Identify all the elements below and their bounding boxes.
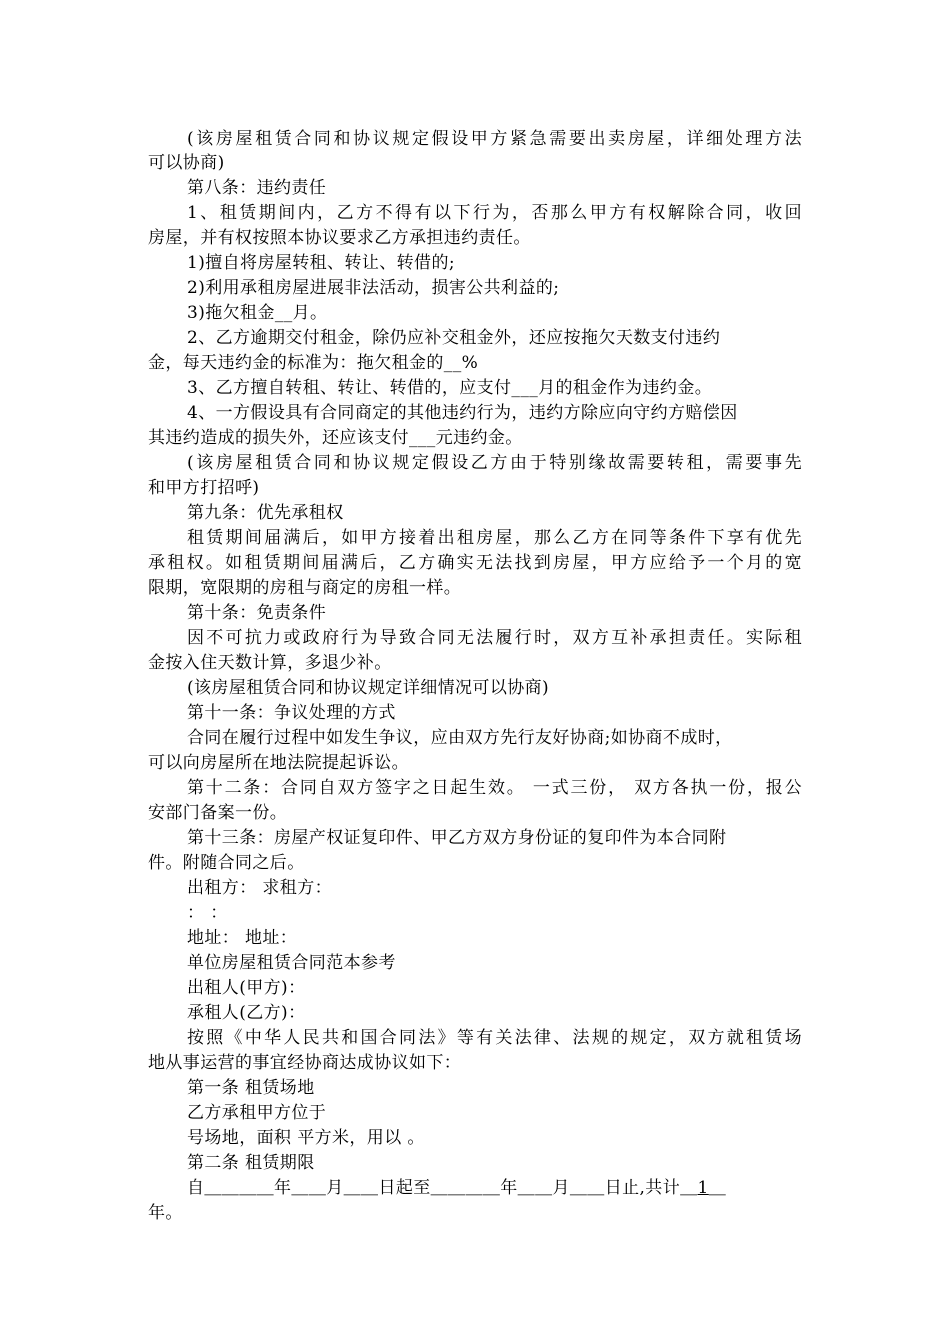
text-line: 可以向房屋所在地法院提起诉讼。 [148, 753, 409, 773]
text-line: 乙方承租甲方位于 [187, 1103, 327, 1123]
text-line: (该房屋租赁合同和协议规定详细情况可以协商) [187, 678, 550, 698]
text-line: 金，每天违约金的标准为：拖欠租金的__% [148, 353, 479, 373]
section-heading: 第八条：违约责任 [187, 178, 327, 198]
text-line: 限期，宽限期的房租与商定的房租一样。 [148, 578, 462, 598]
party-label: 承租人(乙方)： [187, 1003, 306, 1023]
text-line: 1、租赁期间内，乙方不得有以下行为，否那么甲方有权解除合同，收回 [187, 203, 802, 223]
term-years-value: 1 [697, 1178, 709, 1198]
blank-field: ＿＿ [291, 1178, 327, 1198]
blank-field: ＿＿ [569, 1178, 605, 1198]
text-line: 因不可抗力或政府行为导致合同无法履行时，双方互补承担责任。实际租 [187, 628, 802, 648]
text-line: 号场地，面积 平方米，用以 。 [187, 1128, 425, 1148]
section-heading: 第二条 租赁期限 [187, 1153, 315, 1173]
text-line: 租赁期间届满后，如甲方接着出租房屋，那么乙方在同等条件下享有优先 [187, 528, 802, 548]
text-line: 可以协商) [148, 153, 225, 173]
text-line: 第十二条：合同自双方签字之日起生效。 一式三份， 双方各执一份，报公 [187, 778, 802, 798]
section-heading: 第十一条：争议处理的方式 [187, 703, 396, 723]
text-line: 房屋，并有权按照本协议要求乙方承担违约责任。 [148, 228, 531, 248]
term-text: 自 [187, 1178, 205, 1198]
text-line: (该房屋租赁合同和协议规定假设乙方由于特别缘故需要转租，需要事先 [187, 453, 802, 473]
text-line: 安部门备案一份。 [148, 803, 288, 823]
text-line: 合同在履行过程中如发生争议，应由双方先行友好协商;如协商不成时， [187, 728, 733, 748]
text-line: 3、乙方擅自转租、转让、转借的，应支付___月的租金作为违约金。 [187, 378, 713, 398]
section-heading: 第一条 租赁场地 [187, 1078, 315, 1098]
blank-field: ＿ [708, 1178, 727, 1198]
text-line: 第十三条：房屋产权证复印件、甲乙方双方身份证的复印件为本合同附 [187, 828, 727, 848]
term-text: 年 [274, 1178, 292, 1198]
blank-field: ＿＿ [517, 1178, 553, 1198]
blank-field: ＿＿＿＿ [204, 1178, 275, 1198]
term-text: 月 [326, 1178, 344, 1198]
term-text: 年 [500, 1178, 518, 1198]
text-line: 年。 [148, 1203, 183, 1223]
term-text: 月 [552, 1178, 570, 1198]
blank-field: ＿＿＿＿ [430, 1178, 501, 1198]
text-line: (该房屋租赁合同和协议规定假设甲方紧急需要出卖房屋，详细处理方法 [187, 129, 802, 149]
blank-field: ＿ [680, 1178, 698, 1198]
signature-label: ： ： [187, 903, 228, 923]
text-line: 4、一方假设具有合同商定的其他违约行为，违约方除应向守约方赔偿因 [187, 403, 738, 423]
text-line: 2)利用承租房屋进展非法活动，损害公共利益的; [187, 278, 560, 298]
document-title: 单位房屋租赁合同范本参考 [187, 953, 396, 973]
text-line: 件。附随合同之后。 [148, 853, 305, 873]
lease-term-line [187, 1176, 802, 1201]
text-line: 1)擅自将房屋转租、转让、转借的; [187, 253, 455, 273]
signature-label: 出租方： 求租方： [187, 878, 333, 898]
party-label: 出租人(甲方)： [187, 978, 306, 998]
text-line: 金按入住天数计算，多退少补。 [148, 653, 392, 673]
section-heading: 第十条：免责条件 [187, 603, 327, 623]
address-label: 地址： 地址： [187, 928, 298, 948]
text-line: 和甲方打招呼) [148, 478, 260, 498]
text-line: 3)拖欠租金__月。 [187, 303, 328, 323]
text-line: 承租权。如租赁期间届满后，乙方确实无法找到房屋，甲方应给予一个月的宽 [148, 553, 802, 573]
text-line: 2、乙方逾期交付租金，除仍应补交租金外，还应按拖欠天数支付违约 [187, 328, 721, 348]
text-line: 地从事运营的事宜经协商达成协议如下： [148, 1053, 462, 1073]
text-line: 按照《中华人民共和国合同法》等有关法律、法规的规定，双方就租赁场 [187, 1028, 802, 1048]
section-heading: 第九条：优先承租权 [187, 503, 344, 523]
term-text: 日止,共计 [604, 1178, 681, 1198]
blank-field: ＿＿ [343, 1178, 379, 1198]
term-text: 日起至 [378, 1178, 431, 1198]
text-line: 其违约造成的损失外，还应该支付___元违约金。 [148, 428, 523, 448]
